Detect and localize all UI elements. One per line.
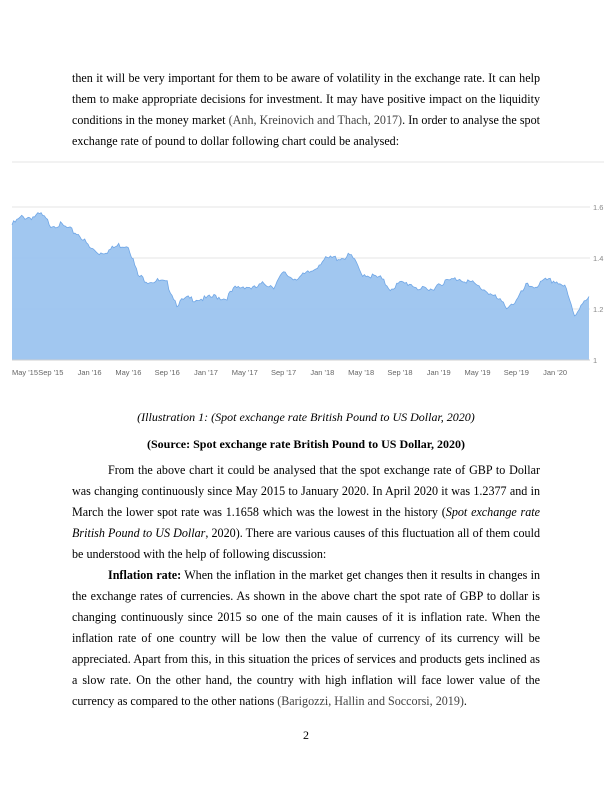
y-tick-label: 1.6 xyxy=(593,203,604,212)
intro-text-after: . In order to analyse the spot exchange rate of pound to dollar following chart could be analysed: xyxy=(72,113,540,148)
x-tick-label: May '15 xyxy=(12,368,39,377)
x-tick-label: Sep '15 xyxy=(38,368,64,377)
inflation-end: . xyxy=(463,694,467,708)
analysis-paragraph xyxy=(72,460,540,565)
x-tick-label: May '16 xyxy=(115,368,142,377)
source-caption: (Source: Spot exchange rate British Pound to US Dollar, 2020) xyxy=(147,437,465,451)
intro-paragraph xyxy=(72,68,540,152)
inflation-paragraph xyxy=(72,565,540,712)
inflation-text: When the inflation in the market get changes then it results in changes in the exchange rates of currencies. As shown in the above chart the spot rate of GBP to dollar is changing continuously since 2015 so one of the main causes of it is inflation rate. When the inflation rate of one country will be low then the value of currency of its currency will be appreciated. Apart from this, in this situation the prices of services and products gets inclined as a slow rate. On the other hand, the country with high inflation will face lower value of the currency as compared to the other nations xyxy=(72,568,540,708)
y-tick-label: 1.2 xyxy=(593,305,604,314)
x-tick-label: May '18 xyxy=(348,368,375,377)
x-tick-label: Sep '18 xyxy=(387,368,413,377)
x-tick-label: May '17 xyxy=(231,368,258,377)
inflation-heading: Inflation rate: xyxy=(108,568,182,582)
intro-text-before: then it will be very important for them to be aware of volatility in the exchange rate. It can help them to make appropriate decisions for investment. It may have positive impact on the liquidity conditions in the money market xyxy=(72,71,540,127)
x-tick-label: Jan '17 xyxy=(193,368,218,377)
illustration-caption: (Illustration 1: (Spot exchange rate British Pound to US Dollar, 2020) xyxy=(137,410,475,424)
chart-svg xyxy=(12,160,604,377)
page-number: 2 xyxy=(303,728,309,742)
x-tick-label: May '19 xyxy=(464,368,491,377)
analysis-text-after: ). There are various causes of this fluctuation all of them could be understood with the help of following discussion: xyxy=(72,526,540,561)
series-area xyxy=(12,213,589,360)
intro-citation: (Anh, Kreinovich and Thach, 2017) xyxy=(228,113,403,127)
y-tick-label: 1 xyxy=(593,356,598,365)
x-tick-label: Jan '16 xyxy=(77,368,102,377)
exchange-rate-chart xyxy=(12,160,604,377)
x-tick-label: Jan '18 xyxy=(310,368,335,377)
x-tick-label: Jan '20 xyxy=(543,368,568,377)
x-tick-label: Sep '17 xyxy=(270,368,297,377)
y-tick-label: 1.4 xyxy=(593,254,604,263)
analysis-text-before: From the above chart it could be analysed that the spot exchange rate of GBP to Dollar was changing continuously since May 2015 to January 2020. In April 2020 it was 1.2377 and in March the lower spot rate was 1.1658 which was the lowest in the history ( xyxy=(72,463,540,519)
x-tick-label: Sep '16 xyxy=(154,368,180,377)
analysis-citation-year: , 2020 xyxy=(205,526,236,540)
x-tick-label: Sep '19 xyxy=(503,368,529,377)
inflation-citation: (Barigozzi, Hallin and Soccorsi, 2019) xyxy=(277,694,464,708)
x-tick-label: Jan '19 xyxy=(426,368,451,377)
analysis-citation-title: Spot exchange rate British Pound to US Dollar xyxy=(72,505,540,540)
